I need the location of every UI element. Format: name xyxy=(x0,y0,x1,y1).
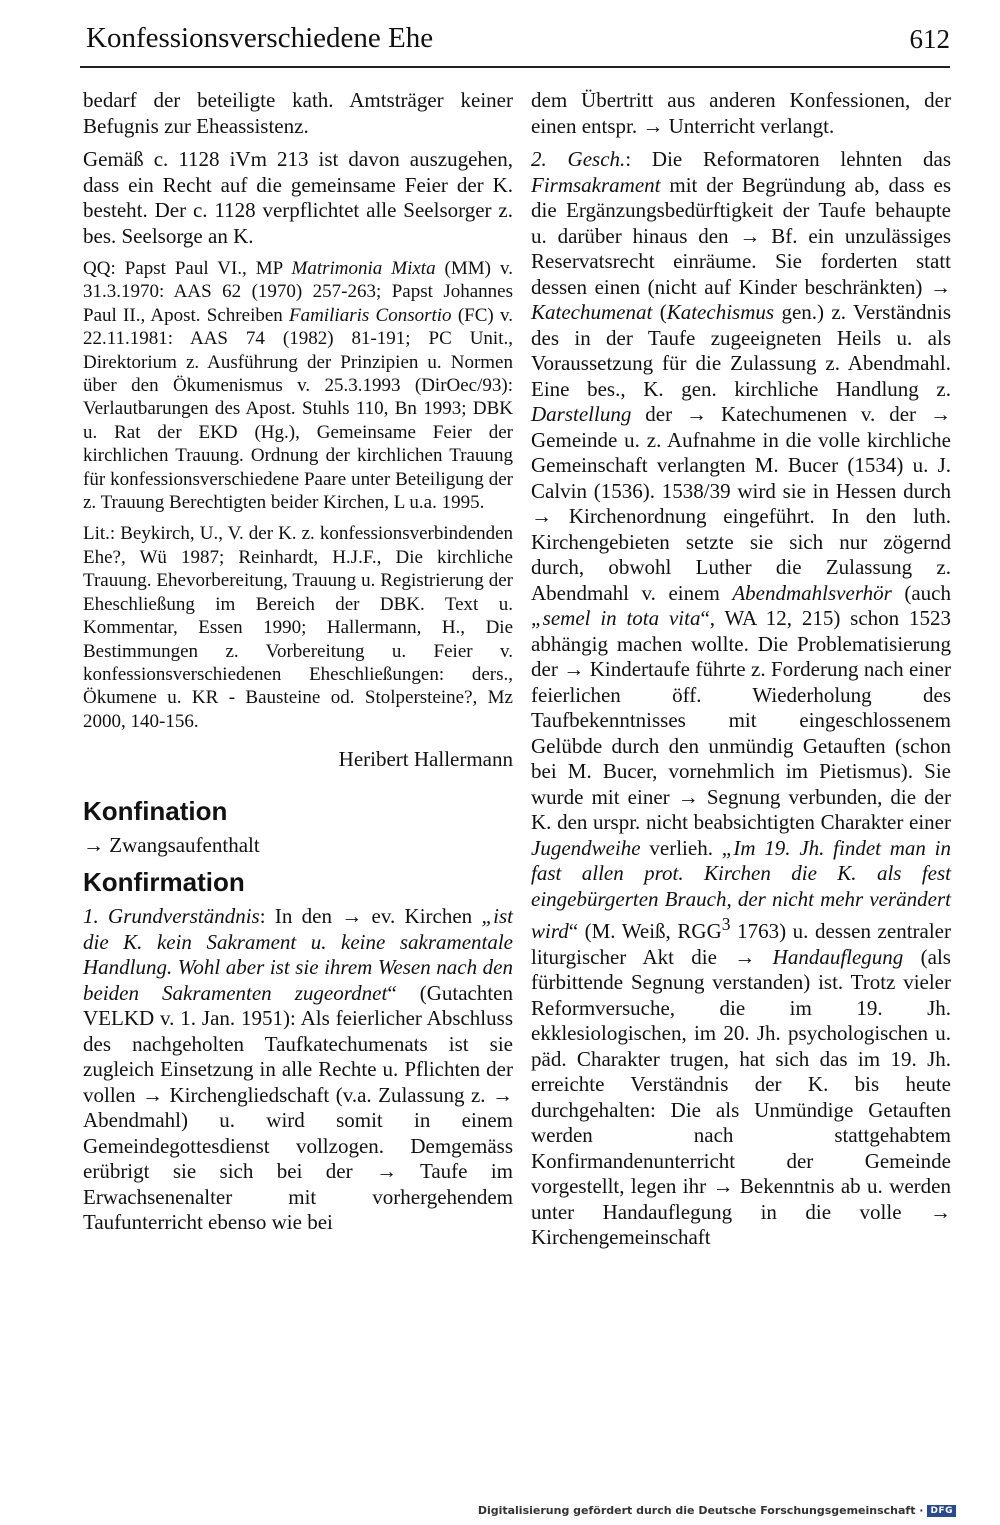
section-geschichte: 2. Gesch.: Die Reformatoren lehnten das Firmsakrament mit der Begründung ab, dass es die Ergänzungsbedürftigkeit der Taufe behaupte u. darüber hinaus den → Bf. ein unzulässiges Reservatsrecht einräume. Sie forderten statt dessen einen (nicht auf Kinder beschränkten) → Katechumenat (Katechismus gen.) z. Verständnis des in der Taufe zugeeigneten Heils u. als Voraussetzung für die Zulassung z. Abendmahl. Eine bes., K. gen. kirchliche Handlung z. Darstellung der → Katechumenen v. der → Gemeinde u. z. Aufnahme in die volle kirchliche Gemeinschaft verlangten M. Bucer (1534) u. J. Calvin (1536). 1538/39 wird sie in Hessen durch → Kirchenordnung eingeführt. In den luth. Kirchengebieten setzte sie sich nur zögernd durch, obwohl Luther die Zulassung z. Abendmahl v. einem Abendmahlsverhör (auch „semel in tota vita“, WA 12, 215) schon 1523 abhängig machen wollte. Die Problematisierung der → Kindertaufe führte z. Forderung nach einer feierlichen öff. Wiederholung des Taufbekenntnisses mit eingeschlossenem Gelübde durch den unmündig Getauften (schon bei M. Bucer, vornehmlich im Pietismus). Sie wurde mit einer → Segnung verbunden, die der K. den urspr. nicht beabsichtigten Charakter einer Jugendweihe verlieh. „Im 19. Jh. findet man in fast allen prot. Kirchen die K. als fest eingebürgerten Brauch, der nicht mehr verändert wird“ (M. Weiß, RGG$^3$ 1763) u. dessen zentraler liturgischer Akt die → Handauflegung (als fürbittende Segnung verstanden) ist. Trotz vieler Reformversuche, die im 19. Jh. ekklesiologischen, im 20. Jh. psychologischen u. päd. Charakter trugen, hat sich das im 19. Jh. erreichte Verständnis der K. bis heute durchgehalten: Die als Unmündige Getauften werden nach stattgehabtem Konfirmandenunterricht der Gemeinde vorgestellt, legen ihr → Bekenntnis ab u. werden unter Handauflegung in die volle → Kirchengemeinschaft xyxy=(531,147,952,1249)
running-header xyxy=(80,22,950,62)
left-column xyxy=(83,88,513,1244)
paragraph-uebertritt: dem Übertritt aus anderen Konfessionen, der einen entspr. → Unterricht verlangt. xyxy=(531,88,951,138)
entry-heading-konfination: Konfination xyxy=(83,795,228,826)
dfg-logo: DFG xyxy=(927,1505,956,1517)
author-signature: Heribert Hallermann xyxy=(338,747,513,772)
digitization-credit xyxy=(478,1504,956,1517)
literature-paragraph: Lit.: Beykirch, U., V. der K. z. konfessionsverbindenden Ehe?, Wü 1987; Reinhardt, H.J.F., Die kirchliche Trauung. Ehevorbereitung, Trauung u. Registrierung der Eheschließung im Bereich der DBK. Text u. Kommentar, Essen 1990; Hallermann, H., Die Bestimmungen z. Vorbereitung u. Feier v. konfessionsverschiedenen Eheschließungen: ders., Ökumene u. KR - Bausteine od. Stolpersteine?, Mz 2000, 140-156. xyxy=(83,523,513,732)
running-title: Konfessionsverschiedene Ehe xyxy=(86,22,434,54)
right-column xyxy=(531,88,951,1259)
section-grundverstaendnis: 1. Grundverständnis: In den → ev. Kirchen „ist die K. kein Sakrament u. keine sakramentale Handlung. Wohl aber ist sie ihrem Wesen nach den beiden Sakramenten zugeordnet“ (Gutachten VELKD v. 1. Jan. 1951): Als feierlicher Abschluss des nachgeholten Taufkatechumenats ist sie zugleich Einsetzung in alle Rechte u. Pflichten der vollen → Kirchengliedschaft (v.a. Zulassung z. → Abendmahl) u. wird somit in einem Gemeindegottesdienst vollzogen. Demgemäss erübrigt sie sich bei der → Taufe im Erwachsenenalter mit vorhergehendem Taufunterricht ebenso wie bei xyxy=(83,904,513,1235)
sources-paragraph: QQ: Papst Paul VI., MP Matrimonia Mixta (MM) v. 31.3.1970: AAS 62 (1970) 257-263; Papst Johannes Paul II., Apost. Schreiben Familiaris Consortio (FC) v. 22.11.1981: AAS 74 (1982) 81-191; PC Unit., Direktorium z. Ausführung der Prinzipien u. Normen über den Ökumenismus v. 25.3.1993 (DirOec/93): Verlautbarungen des Apost. Stuhls 110, Bn 1993; DBK u. Rat der EKD (Hg.), Gemeinsame Feier der kirchlichen Trauung. Ordnung der kirchlichen Trauung für konfessionsverschiedene Paare unter Beteiligung der z. Trauung Berechtigten beider Kirchen, L u.a. 1995. xyxy=(83,258,513,514)
paragraph-continuation: bedarf der beteiligte kath. Amtsträger keiner Befugnis zur Eheassistenz. xyxy=(83,88,513,138)
paragraph-canon-law: Gemäß c. 1128 iVm 213 ist davon auszugehen, dass ein Recht auf die gemeinsame Feier der K. besteht. Der c. 1128 verpflichtet alle Seelsorger z. bes. Seelsorge an K. xyxy=(83,147,513,248)
credit-text: Digitalisierung gefördert durch die Deutsche Forschungsgemeinschaft · xyxy=(477,1504,924,1517)
header-rule xyxy=(80,66,950,68)
entry-heading-konfirmation: Konfirmation xyxy=(83,867,245,898)
page-number: 612 xyxy=(909,24,950,54)
cross-reference: → Zwangsaufenthalt xyxy=(83,832,260,857)
